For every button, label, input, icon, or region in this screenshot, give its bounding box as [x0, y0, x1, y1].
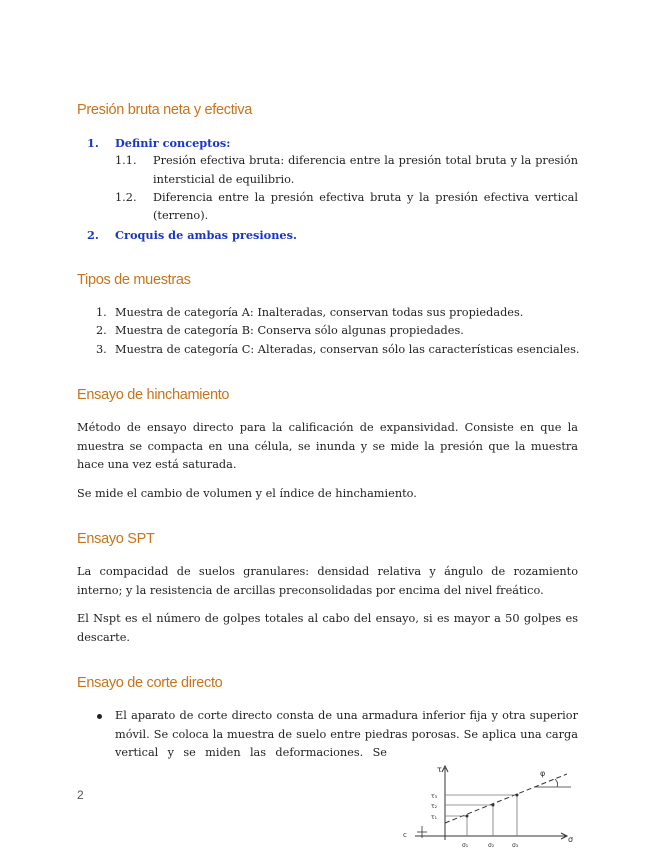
x-tick-label: σ₂	[488, 842, 495, 848]
sigma-axis-label: σ	[568, 835, 574, 844]
x-tick-label: σ₃	[512, 842, 519, 848]
data-point	[492, 804, 495, 807]
phi-arc	[555, 779, 558, 787]
data-point	[466, 815, 469, 818]
bullet-dot	[97, 714, 102, 719]
section-title-hinchamiento: Ensayo de hinchamiento	[77, 387, 230, 403]
list-number: 1.	[87, 136, 99, 150]
sub-list-item	[115, 189, 137, 208]
x-tick-label: σ₁	[462, 842, 469, 848]
list-item	[96, 304, 524, 323]
sub-list-number: 1.2.	[115, 191, 137, 204]
sub-list-line: intersticial de equilibrio.	[153, 173, 295, 186]
y-tick-label: τ₂	[431, 803, 438, 810]
sub-list-line: Diferencia entre la presión efectiva bruta y la presión efectiva vertical	[153, 191, 578, 204]
shear-strength-diagram	[395, 760, 585, 848]
paragraph: La compacidad de suelos granulares: densidad relativa y ángulo de rozamiento interno; y la resistencia de arcillas preconsolidadas por encima del nivel freático.	[77, 565, 578, 597]
sub-list-item	[115, 152, 137, 171]
bullet-line: vertical y se miden las deformaciones. Se	[115, 746, 387, 759]
y-tick-label: τ₃	[431, 793, 438, 800]
list-item-text: Muestra de categoría B: Conserva sólo algunas propiedades.	[115, 324, 464, 337]
y-tick-label: τ₁	[431, 814, 438, 821]
list-item	[96, 341, 580, 360]
list-item-text: Muestra de categoría A: Inalteradas, conservan todas sus propiedades.	[115, 306, 524, 319]
list-item	[96, 322, 464, 341]
paragraph: El Nspt es el número de golpes totales al cabo del ensayo, si es mayor a 50 golpes es descarte.	[77, 612, 578, 644]
list-number: 3.	[96, 343, 107, 356]
list-item-label: Croquis de ambas presiones.	[115, 228, 297, 242]
cohesion-label: c	[403, 831, 407, 839]
list-item	[87, 226, 297, 246]
paragraph: Se mide el cambio de volumen y el índice de hinchamiento.	[77, 487, 417, 500]
sub-list-number: 1.1.	[115, 154, 137, 167]
page-number: 2	[77, 788, 84, 802]
bullet-line: El aparato de corte directo consta de una armadura inferior fija y otra superior	[115, 709, 578, 722]
list-item-label: Definir conceptos:	[115, 136, 231, 150]
list-item	[87, 134, 231, 154]
sub-list-line: Presión efectiva bruta: diferencia entre la presión total bruta y la presión	[153, 154, 578, 167]
list-number: 2.	[87, 228, 99, 242]
list-number: 2.	[96, 324, 107, 337]
bullet-line: móvil. Se coloca la muestra de suelo entre piedras porosas. Se aplica una carga	[115, 728, 578, 741]
phi-label: φ	[540, 769, 546, 778]
list-item-text: Muestra de categoría C: Alteradas, conservan sólo las características esenciales.	[115, 343, 580, 356]
paragraph: Método de ensayo directo para la calificación de expansividad. Consiste en que la muestra se compacta en una célula, se inunda y se mide la presión que la muestra hace una vez está saturada.	[77, 421, 578, 471]
sub-list-line: (terreno).	[153, 209, 209, 222]
section-title-spt: Ensayo SPT	[77, 531, 155, 547]
section-title-corte: Ensayo de corte directo	[77, 675, 223, 691]
tau-axis-label: τ	[437, 765, 442, 774]
section-title-presion: Presión bruta neta y efectiva	[77, 102, 253, 118]
list-number: 1.	[96, 306, 107, 319]
section-title-tipos: Tipos de muestras	[77, 272, 191, 288]
data-point	[516, 794, 519, 797]
